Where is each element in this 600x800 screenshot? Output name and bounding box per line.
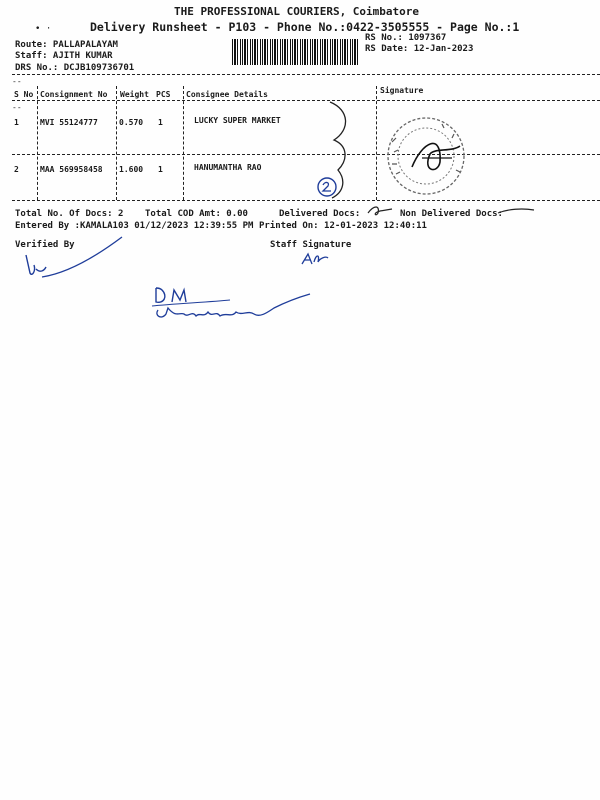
row-2-consignee: HANUMANTHA RAO [194,163,262,172]
row-1-consignment: MVI 55124777 [40,118,98,127]
handwritten-note-signature [150,282,315,327]
col-header-consignment: Consignment No [40,90,108,99]
header-divider-line [12,100,600,101]
column-line [116,86,117,200]
column-line [37,86,38,200]
col-header-details: Consignee Details [186,90,268,99]
divider-mark: -- [12,103,22,112]
col-header-sno: S No [14,90,34,99]
row-2-pcs: 1 [158,165,163,174]
verified-by-label: Verified By [15,240,75,250]
col-header-weight: Weight [120,90,149,99]
column-line [376,86,377,200]
non-delivered-dash-mark [496,205,536,217]
delivered-tick-mark [366,203,394,219]
total-docs: Total No. Of Docs: 2 [15,209,124,219]
row-1-consignee: LUCKY SUPER MARKET [194,116,281,125]
col-header-signature: Signature [380,86,424,95]
barcode-image [232,39,360,65]
round-stamp [382,112,474,202]
row-1-sno: 1 [14,118,19,127]
total-cod: Total COD Amt: 0.00 [145,209,248,219]
row-1-weight: 0.570 [119,118,144,127]
column-line [183,86,184,200]
drs-number: DRS No.: DCJB109736701 [15,63,135,73]
staff-label: Staff: AJITH KUMAR [15,51,113,61]
row-2-consignment: MAA 569958458 [40,165,103,174]
entered-by: Entered By :KAMALA103 01/12/2023 12:39:55 PM [15,221,254,231]
rs-date: RS Date: 12-Jan-2023 [365,44,474,54]
circled-number-mark [315,175,339,199]
divider-mark: -- [12,77,22,86]
row-1-pcs: 1 [158,118,163,127]
delivered-docs-label: Delivered Docs: [279,209,361,219]
route-label: Route: PALLAPALAYAM [15,40,118,50]
staff-signature [300,250,330,270]
divider-line [12,74,600,75]
verified-signature [18,225,128,285]
row-2-weight: 1.600 [119,165,144,174]
row-2-sno: 2 [14,165,19,174]
dot-mark: • · [35,24,52,34]
runsheet-subtitle: Delivery Runsheet - P103 - Phone No.:0422-3505555 - Page No.:1 [90,20,520,34]
rs-number: RS No.: 1097367 [365,33,447,43]
non-delivered-docs-label: Non Delivered Docs: [400,209,503,219]
row-divider-line [12,154,600,155]
printed-on: Printed On: 12-01-2023 12:40:11 [259,221,427,231]
staff-signature-label: Staff Signature [270,240,352,250]
company-title: THE PROFESSIONAL COURIERS, Coimbatore [174,5,420,18]
table-bottom-line [12,200,600,201]
col-header-pcs: PCS [156,90,171,99]
